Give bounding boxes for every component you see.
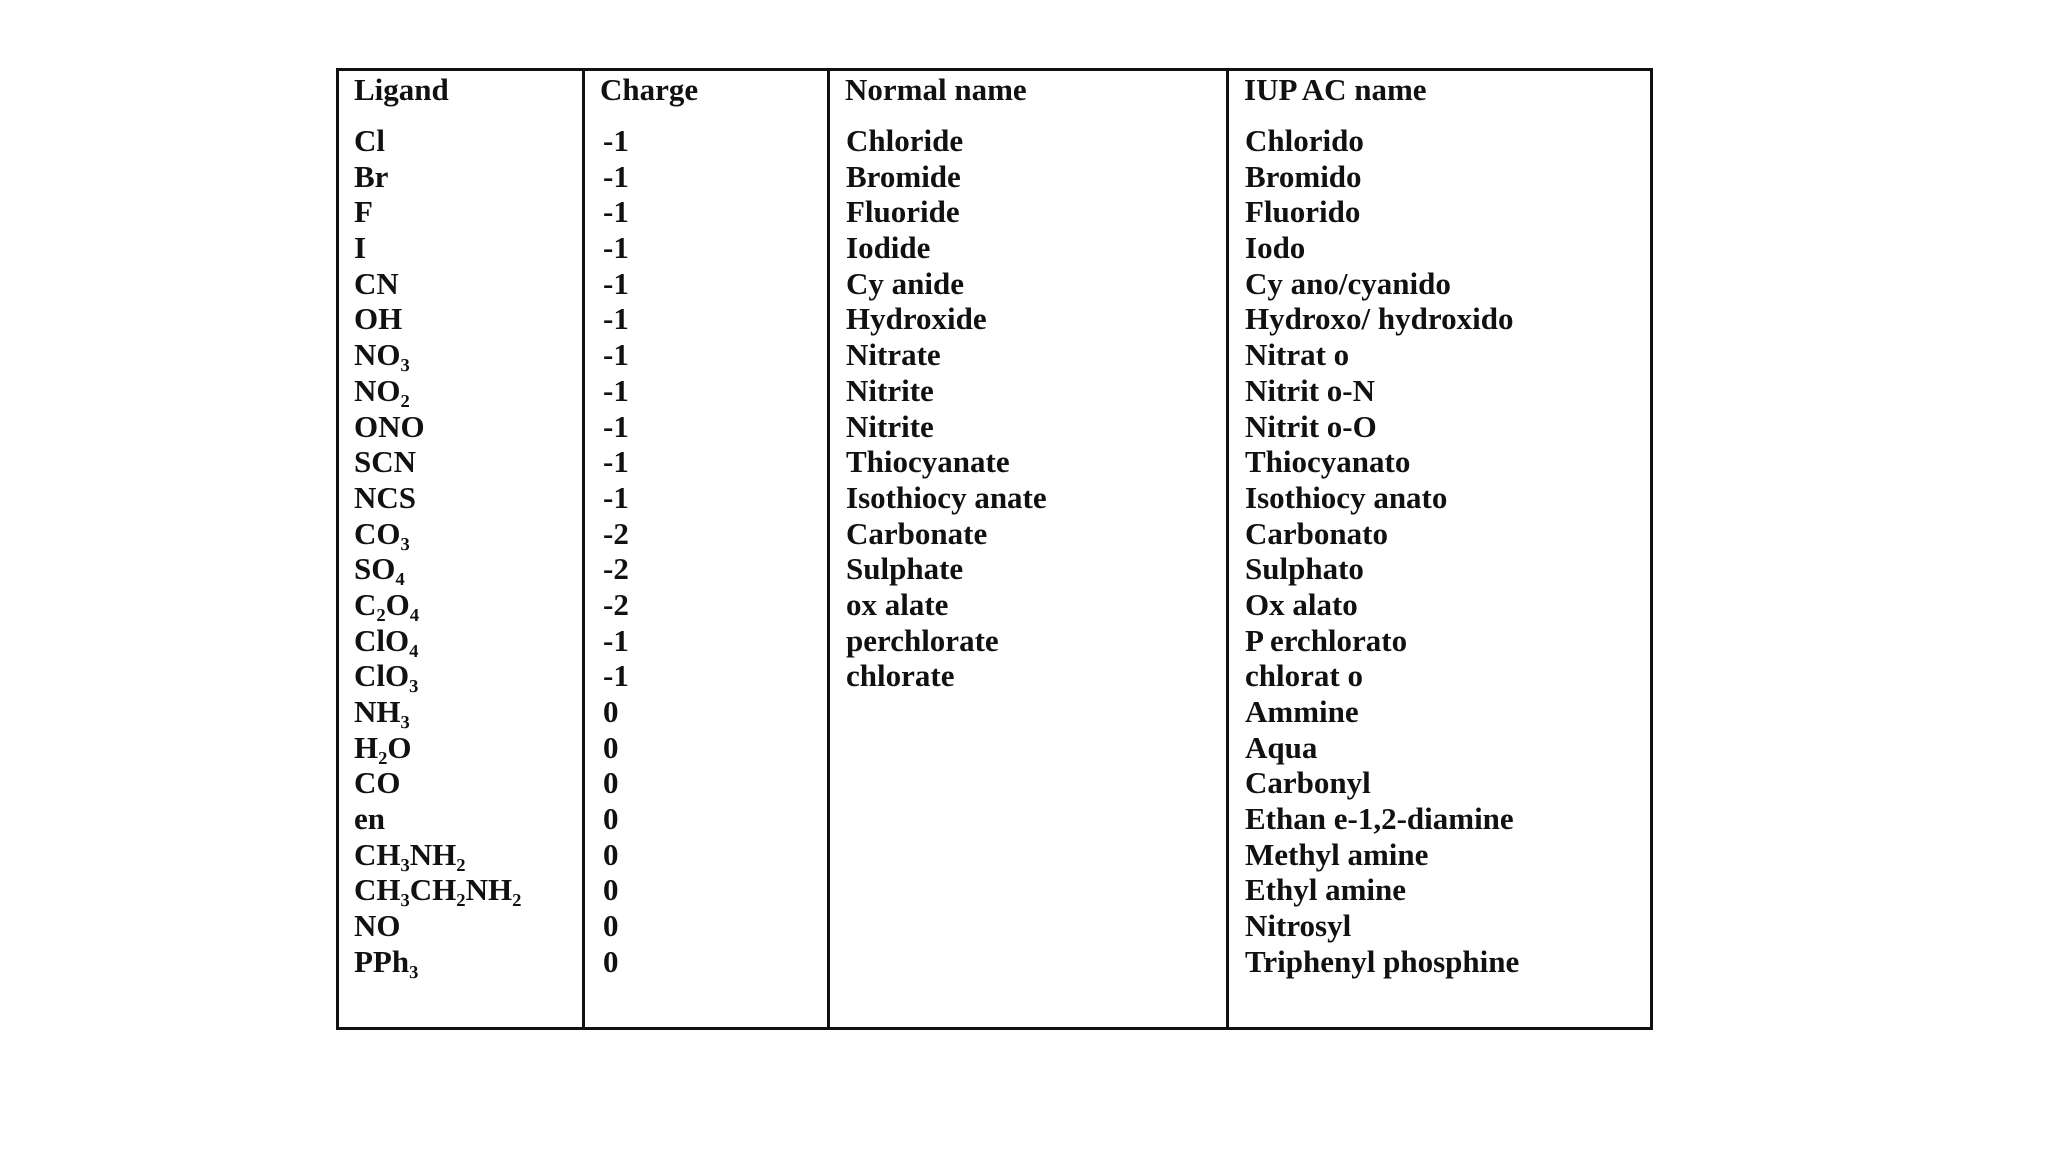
normal-name-cell: Nitrite xyxy=(846,408,934,444)
ligand-cell: H₂O xyxy=(354,729,412,765)
ligand-cell: CN xyxy=(354,265,399,301)
charge-cell: -2 xyxy=(603,586,629,622)
iupac-name-cell: Ethyl amine xyxy=(1245,872,1407,908)
charge-cell: -1 xyxy=(603,372,629,408)
ligand-cell: CH₃CH₂NH₂ xyxy=(354,872,522,908)
normal-name-cell: Isothiocy anate xyxy=(846,479,1047,515)
ligand-cell: CO₃ xyxy=(354,515,410,551)
normal-name-list xyxy=(846,123,1047,694)
ligand-cell: NH₃ xyxy=(354,694,410,729)
iupac-name-cell: Isothiocy anato xyxy=(1245,479,1448,515)
iupac-name-column xyxy=(1226,71,1653,1027)
charge-cell: 0 xyxy=(603,729,619,765)
iupac-name-header: IUP AC name xyxy=(1244,72,1427,107)
iupac-name-cell: Methyl amine xyxy=(1245,836,1429,872)
ligand-cell: Cl xyxy=(354,123,385,158)
iupac-name-cell: Hydroxo/ hydroxido xyxy=(1245,301,1514,337)
charge-cell: -1 xyxy=(603,622,629,658)
iupac-name-cell: Nitrosyl xyxy=(1245,908,1352,944)
charge-column xyxy=(582,71,827,1027)
charge-cell: -2 xyxy=(603,551,629,587)
charge-cell: -2 xyxy=(603,515,629,551)
charge-cell: -1 xyxy=(603,158,629,194)
iupac-name-cell: P erchlorato xyxy=(1245,622,1408,658)
charge-cell: -1 xyxy=(603,479,629,515)
ligand-cell: Br xyxy=(354,158,389,194)
iupac-name-cell: Ox alato xyxy=(1245,586,1358,622)
ligand-header: Ligand xyxy=(354,72,449,107)
ligand-cell: I xyxy=(354,230,367,266)
charge-cell: 0 xyxy=(603,908,619,944)
ligand-cell: SCN xyxy=(354,444,417,480)
charge-cell: -1 xyxy=(603,194,629,230)
charge-cell: -1 xyxy=(603,301,629,337)
normal-name-cell: perchlorate xyxy=(846,622,999,658)
iupac-name-cell: Fluorido xyxy=(1245,194,1361,230)
charge-cell: -1 xyxy=(603,337,629,373)
iupac-name-cell: Iodo xyxy=(1245,230,1306,266)
charge-cell: -1 xyxy=(603,123,629,158)
normal-name-cell: Hydroxide xyxy=(846,301,987,337)
charge-cell: -1 xyxy=(603,408,629,444)
charge-cell: -1 xyxy=(603,230,629,266)
ligand-cell: NO₂ xyxy=(354,372,410,408)
ligand-table xyxy=(336,68,1653,1030)
iupac-name-cell: Triphenyl phosphine xyxy=(1245,943,1520,979)
iupac-name-cell: Carbonyl xyxy=(1245,765,1371,801)
ligand-cell: CO xyxy=(354,765,401,801)
ligand-cell: NO xyxy=(354,908,401,944)
normal-name-cell: Bromide xyxy=(846,158,961,194)
charge-cell: -1 xyxy=(603,265,629,301)
charge-cell: 0 xyxy=(603,943,619,979)
iupac-name-cell: Aqua xyxy=(1245,729,1318,765)
normal-name-cell: Nitrate xyxy=(846,337,941,373)
iupac-name-cell: Nitrat o xyxy=(1245,337,1350,373)
iupac-name-cell: Sulphato xyxy=(1245,551,1364,587)
normal-name-cell: ox alate xyxy=(846,586,949,622)
ligand-cell: en xyxy=(354,801,385,837)
normal-name-cell: Carbonate xyxy=(846,515,988,551)
charge-header: Charge xyxy=(600,72,699,107)
charge-cell: 0 xyxy=(603,836,619,872)
iupac-name-cell: Ethan e-1,2-diamine xyxy=(1245,801,1514,837)
ligand-cell: NCS xyxy=(354,479,417,515)
normal-name-cell: Cy anide xyxy=(846,265,964,301)
charge-cell: 0 xyxy=(603,801,619,837)
ligand-cell: PPh₃ xyxy=(354,943,419,979)
ligand-cell: C₂O₄ xyxy=(354,586,420,622)
iupac-name-cell: Ammine xyxy=(1245,694,1359,729)
ligand-cell: SO₄ xyxy=(354,551,405,587)
normal-name-cell: Thiocyanate xyxy=(846,444,1010,480)
ligand-list xyxy=(354,123,521,980)
charge-cell: 0 xyxy=(603,694,619,729)
normal-name-cell: chlorate xyxy=(846,658,955,694)
charge-cell: -1 xyxy=(603,444,629,480)
ligand-cell: F xyxy=(354,194,373,230)
normal-name-column xyxy=(827,71,1226,1027)
ligand-column xyxy=(339,71,582,1027)
iupac-name-cell: Cy ano/cyanido xyxy=(1245,265,1451,301)
charge-list xyxy=(603,123,629,980)
iupac-name-cell: Bromido xyxy=(1245,158,1362,194)
normal-name-header: Normal name xyxy=(845,72,1027,107)
normal-name-cell: Sulphate xyxy=(846,551,964,587)
iupac-name-cell: Thiocyanato xyxy=(1245,444,1411,480)
normal-name-cell: Fluoride xyxy=(846,194,960,230)
ligand-cell: CH₃NH₂ xyxy=(354,836,466,872)
ligand-cell: ONO xyxy=(354,408,425,444)
ligand-cell: NO₃ xyxy=(354,337,410,373)
ligand-cell: ClO₄ xyxy=(354,622,419,658)
charge-cell: 0 xyxy=(603,765,619,801)
iupac-name-cell: Nitrit o-O xyxy=(1245,408,1377,444)
ligand-cell: OH xyxy=(354,301,403,337)
ligand-cell: ClO₃ xyxy=(354,658,419,694)
normal-name-cell: Iodide xyxy=(846,230,931,266)
charge-cell: -1 xyxy=(603,658,629,694)
iupac-name-cell: Nitrit o-N xyxy=(1245,372,1375,408)
charge-cell: 0 xyxy=(603,872,619,908)
normal-name-cell: Nitrite xyxy=(846,372,934,408)
iupac-name-cell: Chlorido xyxy=(1245,123,1364,158)
iupac-name-list xyxy=(1245,123,1519,980)
iupac-name-cell: chlorat o xyxy=(1245,658,1363,694)
iupac-name-cell: Carbonato xyxy=(1245,515,1388,551)
normal-name-cell: Chloride xyxy=(846,123,964,158)
